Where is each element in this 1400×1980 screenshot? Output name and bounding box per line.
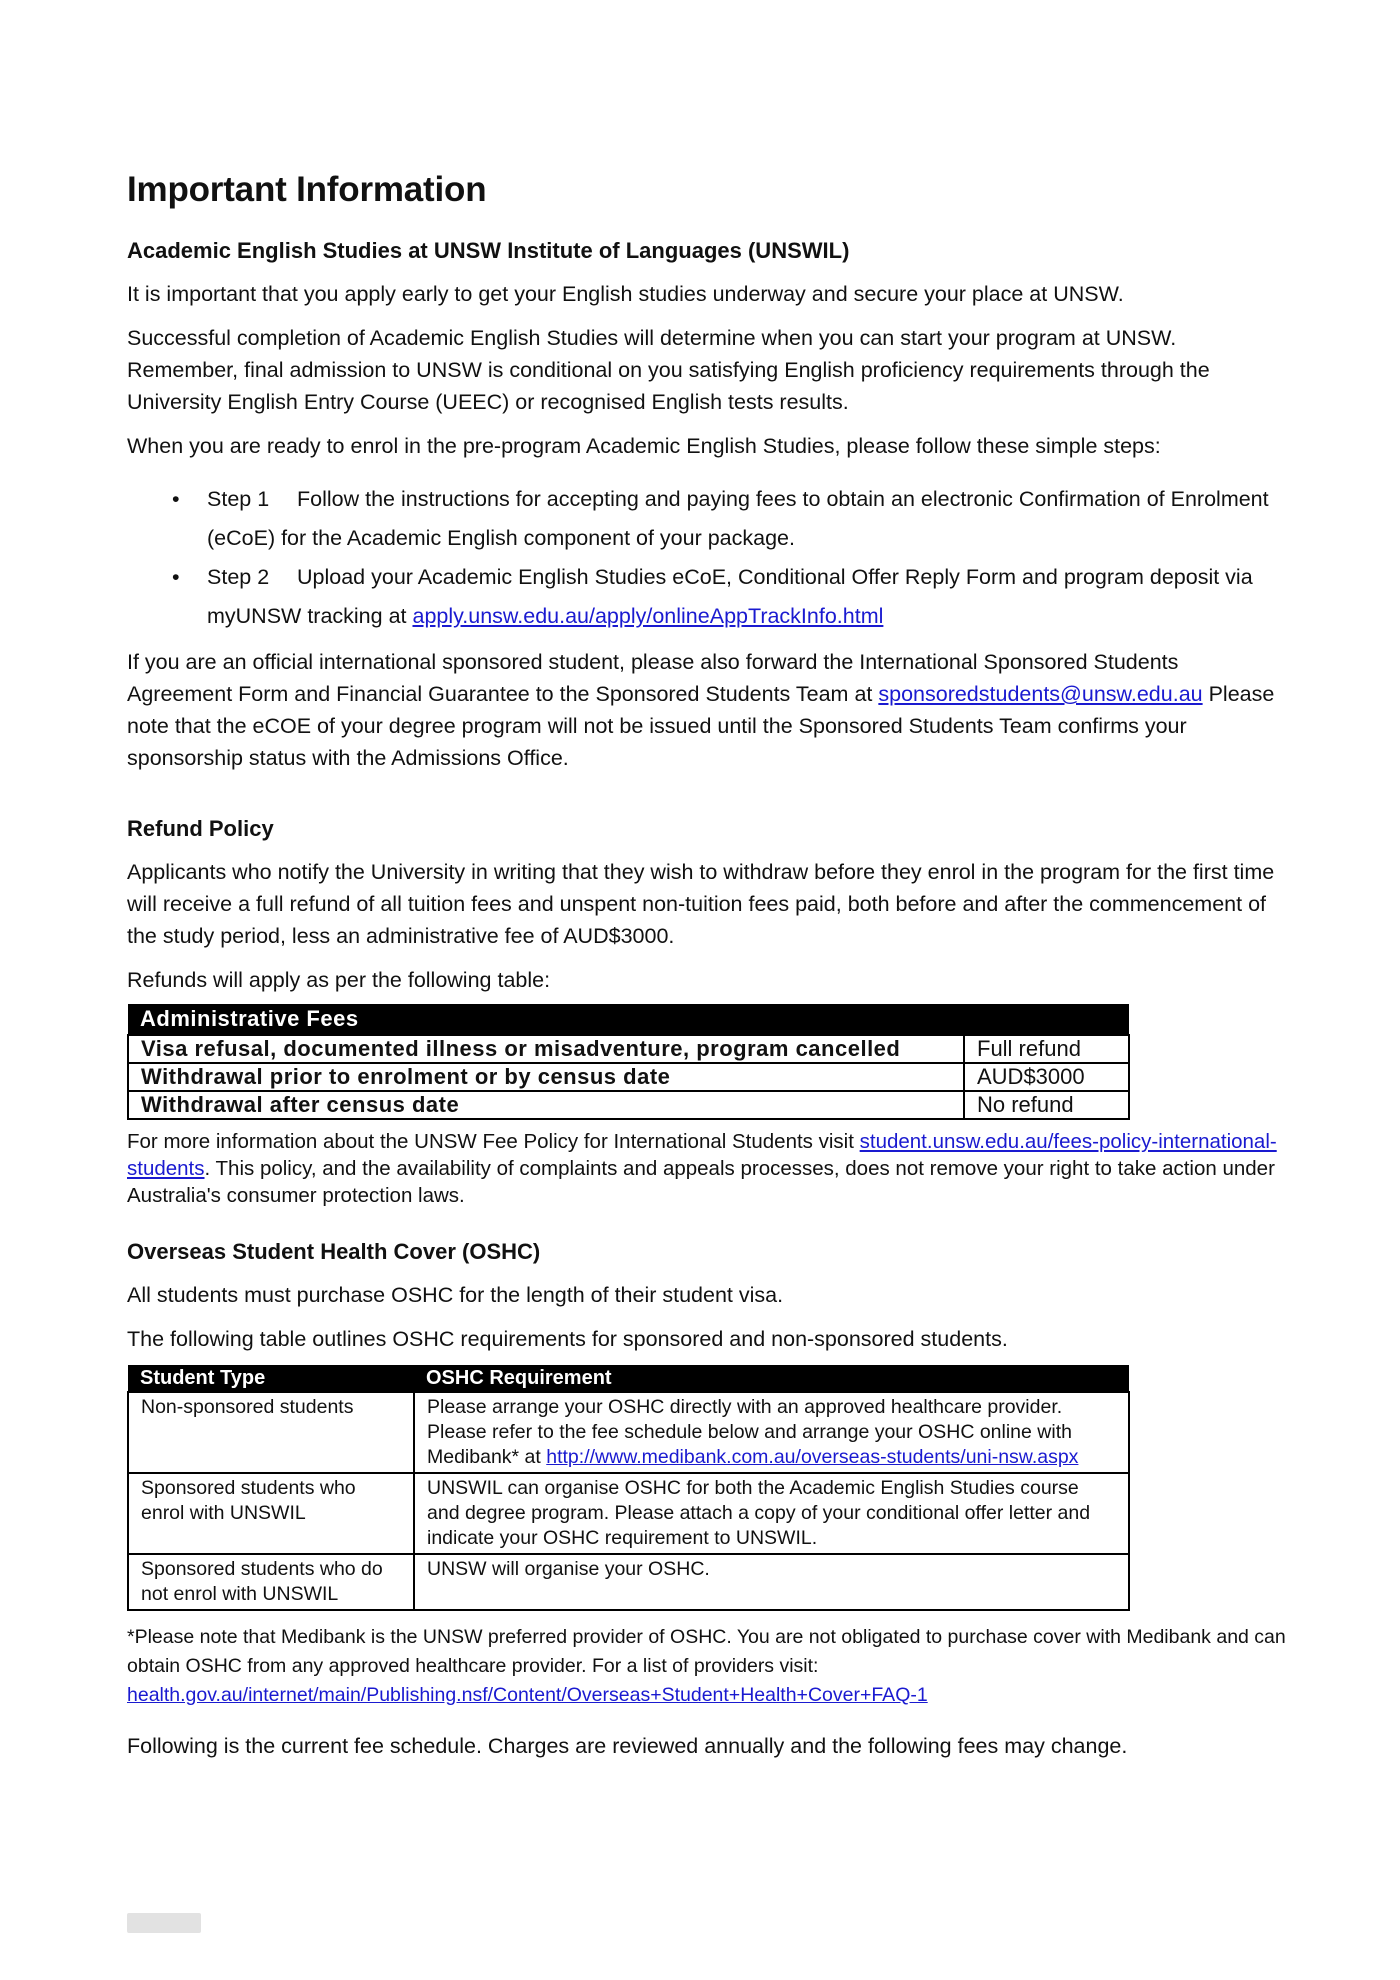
administrative-fees-table <box>127 1004 1130 1120</box>
requirement-text: Please arrange your OSHC directly with an approved healthcare provider. Please refer to the fee schedule below and arrange your OSHC online with Medibank* at <box>427 1396 1072 1468</box>
list-item-step-1 <box>127 480 1287 558</box>
paragraph-medibank-note <box>127 1623 1287 1710</box>
document-page <box>127 150 1287 1774</box>
paragraph-oshc-table-intro: The following table outlines OSHC requirements for sponsored and non-sponsored students. <box>127 1327 1008 1351</box>
list-item-step-2 <box>127 558 1287 636</box>
column-header-oshc-requirement: OSHC Requirement <box>414 1365 1129 1392</box>
table-row <box>128 1035 1129 1063</box>
step-label: Step 1 <box>207 487 270 511</box>
page-title: Important Information <box>127 170 487 209</box>
refund-reason: Withdrawal after census date <box>128 1091 964 1119</box>
student-type-cell: Non-sponsored students <box>128 1392 414 1473</box>
bullet-icon: • <box>172 565 180 589</box>
bullet-icon: • <box>172 487 180 511</box>
paragraph-sponsored <box>127 646 1287 774</box>
medibank-note-text: *Please note that Medibank is the UNSW preferred provider of OSHC. You are not obligated to purchase cover with Medibank and can obtain OSHC from any approved healthcare provider. For a list of providers visit: <box>127 1626 1286 1677</box>
paragraph-completion: Successful completion of Academic English Studies will determine when you can start your program at UNSW. Remember, final admission to UNSW is conditional on you satisfying English proficiency requirements through the University English Entry Course (UEEC) or recognised English tests results. <box>127 326 1210 414</box>
section-heading-english: Academic English Studies at UNSW Institute of Languages (UNSWIL) <box>127 238 850 263</box>
paragraph-apply-early: It is important that you apply early to get your English studies underway and secure your place at UNSW. <box>127 282 1124 306</box>
refund-amount: AUD$3000 <box>964 1063 1129 1091</box>
paragraph-steps-intro: When you are ready to enrol in the pre-program Academic English Studies, please follow these simple steps: <box>127 434 1161 458</box>
sponsored-text-b: Please note that the eCOE of your degree program will not be issued until the Sponsored Students Team confirms your sponsorship status with the Admissions Office. <box>127 682 1275 770</box>
refund-reason: Withdrawal prior to enrolment or by census date <box>128 1063 964 1091</box>
step-text: Upload your Academic English Studies eCoE, Conditional Offer Reply Form and program deposit via myUNSW tracking at <box>207 565 1253 628</box>
paragraph-refund-table-intro: Refunds will apply as per the following table: <box>127 968 551 992</box>
table-header: Administrative Fees <box>128 1004 1129 1035</box>
oshc-requirement-cell <box>414 1392 1129 1473</box>
fee-policy-text-a: For more information about the UNSW Fee Policy for International Students visit <box>127 1130 860 1153</box>
student-type-cell: Sponsored students who enrol with UNSWIL <box>128 1473 414 1554</box>
paragraph-fee-schedule: Following is the current fee schedule. Charges are reviewed annually and the following fees may change. <box>127 1734 1128 1758</box>
sponsored-text-a: If you are an official international sponsored student, please also forward the International Sponsored Students Agreement Form and Financial Guarantee to the Sponsored Students Team at <box>127 650 1179 706</box>
paragraph-fee-policy <box>127 1128 1287 1209</box>
blurred-page-number <box>127 1913 201 1933</box>
paragraph-oshc-purchase: All students must purchase OSHC for the length of their student visa. <box>127 1283 784 1307</box>
step-label: Step 2 <box>207 565 270 589</box>
student-type-cell: Sponsored students who do not enrol with UNSWIL <box>128 1554 414 1610</box>
table-row <box>128 1392 1129 1473</box>
table-row <box>128 1473 1129 1554</box>
refund-amount: No refund <box>964 1091 1129 1119</box>
section-heading-oshc: Overseas Student Health Cover (OSHC) <box>127 1239 541 1264</box>
table-row <box>128 1554 1129 1610</box>
fee-policy-link[interactable]: student.unsw.edu.au/fees-policy-international-students <box>127 1130 1277 1180</box>
sponsored-email-link[interactable]: sponsoredstudents@unsw.edu.au <box>878 682 1203 706</box>
steps-list <box>127 480 1287 636</box>
refund-amount: Full refund <box>964 1035 1129 1063</box>
oshc-requirement-cell: UNSWIL can organise OSHC for both the Academic English Studies course and degree program. Please attach a copy of your conditional offer letter and indicate your OSHC requirement to UNSWIL. <box>414 1473 1129 1554</box>
apply-tracking-link[interactable]: apply.unsw.edu.au/apply/onlineAppTrackInfo.html <box>412 604 884 628</box>
medibank-link[interactable]: http://www.medibank.com.au/overseas-students/uni-nsw.aspx <box>546 1446 1079 1468</box>
providers-link[interactable]: health.gov.au/internet/main/Publishing.nsf/Content/Overseas+Student+Health+Cover+FAQ-1 <box>127 1684 928 1706</box>
fee-policy-text-b: . This policy, and the availability of complaints and appeals processes, does not remove your right to take action under Australia's consumer protection laws. <box>127 1157 1275 1207</box>
paragraph-refund: Applicants who notify the University in writing that they wish to withdraw before they enrol in the program for the first time will receive a full refund of all tuition fees and unspent non-tuition fees paid, both before and after the commencement of the study period, less an administrative fee of AUD$3000. <box>127 860 1275 948</box>
oshc-requirement-cell: UNSW will organise your OSHC. <box>414 1554 1129 1610</box>
step-text: Follow the instructions for accepting and paying fees to obtain an electronic Confirmation of Enrolment (eCoE) for the Academic English component of your package. <box>207 487 1269 550</box>
refund-reason: Visa refusal, documented illness or misadventure, program cancelled <box>128 1035 964 1063</box>
oshc-requirements-table <box>127 1365 1130 1611</box>
section-heading-refund: Refund Policy <box>127 816 274 841</box>
table-row <box>128 1091 1129 1119</box>
table-row <box>128 1063 1129 1091</box>
column-header-student-type: Student Type <box>128 1365 414 1392</box>
